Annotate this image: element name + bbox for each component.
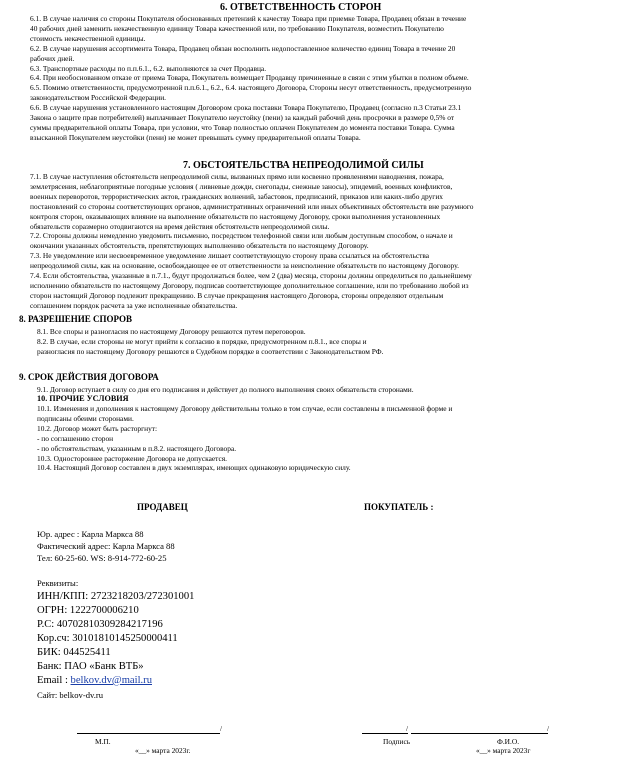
s7-line: 7.3. Не уведомление или несвоевременное уведомление лишает соответствующую сторону права ссылаться на обстоятельства — [30, 251, 430, 261]
section-8-title: 8. РАЗРЕШЕНИЕ СПОРОВ — [19, 314, 132, 324]
s10-line: - по обстоятельствам, указанным в п.8.2. настоящего Договора. — [37, 443, 237, 453]
s6-line: 6.5. Помимо ответственности, предусмотренной п.п.6.1., 6.2., 6.4. настоящего Договора, Стороны несут ответственность, предусмотренную — [30, 83, 472, 93]
s6-line: 6.2. В случае нарушения ассортимента Товара, Продавец обязан восполнить недопоставленное количество единиц Товара в течение 20 — [30, 43, 456, 53]
s6-line: 6.3. Транспортные расходы по п.п.6.1., 6.2. выполняются за счет Продавца. — [30, 63, 267, 73]
s10-line: подписаны обеими сторонами. — [37, 413, 134, 423]
clause-8-2-cont: разногласия по настоящему Договору решаются в Судебном порядке в соответствии с Законодательством РФ. — [37, 347, 384, 356]
section-7-title: 7. ОБСТОЯТЕЛЬСТВА НЕПРЕОДОЛИМОЙ СИЛЫ — [183, 160, 424, 171]
clause-8-1: 8.1. Все споры и разногласия по настоящему Договору решаются путем переговоров. — [37, 327, 306, 336]
buyer-signature-line — [362, 733, 408, 734]
s6-line: законодательством Российской Федерации. — [30, 93, 167, 103]
s6-line: взысканной Покупателем неустойки (пени) не может превышать сумму предварительной оплаты Товара. — [30, 132, 361, 142]
s7-line: 7.4. Если обстоятельства, указанные в п.7.1., будут продолжаться более, чем 2 (два) месяца, стороны должны определиться по дальнейшему — [30, 271, 472, 281]
buyer-fio-label: Ф.И.О. — [497, 737, 520, 746]
s7-line: непреодолимой силы, как на основание, освобождающее ее от ответственности за неисполнение обязательств по настоящему Договору. — [30, 261, 459, 271]
requisites-label: Реквизиты: — [37, 578, 79, 588]
buyer-heading: ПОКУПАТЕЛЬ : — [364, 502, 434, 512]
s7-line: сторон настоящий Договор подлежит прекращению. В случае прекращения настоящего Договора, стороны определяют отдельным — [30, 290, 444, 300]
section-10-body — [37, 404, 567, 473]
seller-mp: М.П. — [95, 737, 111, 746]
actual-address: Фактический адрес: Карла Маркса 88 — [37, 541, 175, 551]
site: Сайт: belkov-dv.ru — [37, 690, 104, 700]
s6-line: стоимость некачественной единицы. — [30, 33, 146, 43]
s10-line: 10.1. Изменения и дополнения к настоящему Договору действительны только в том случае, если составлены в письменной форме и — [37, 404, 453, 413]
buyer-slash-2: / — [547, 724, 550, 733]
s6-line: Закона о защите прав потребителей) выплачивает Покупателю неустойку (пени) за каждый рабочий день просрочки в размере 0,5% от — [30, 113, 455, 123]
s7-line: 7.2. Стороны должны немедленно уведомить письменно, посредством телефонной связи или любым доступным способом, о начале и — [30, 231, 453, 241]
seller-signature-line — [77, 733, 220, 734]
buyer-slash-1: / — [406, 724, 409, 733]
s6-line: рабочих дней. — [30, 53, 75, 63]
inn-kpp: ИНН/КПП: 2723218203/272301001 — [37, 591, 195, 602]
s10-line: - по соглашению сторон — [37, 433, 114, 443]
s7-line: соглашением порядок расчета за уже исполненные обязательства. — [30, 300, 238, 310]
s7-line: постановлений со стороны соответствующих органов, административных ограничений или иных объективных обстоятельств вне разумного — [30, 201, 474, 211]
s7-line: землетрясения, неблагоприятные погодные условия ( ливневые дожди, снегопады, снежные заносы), эпидемий, военных конфликтов, — [30, 181, 453, 191]
seller-date: «__» марта 2023г. — [135, 746, 191, 755]
buyer-date: «__» марта 2023г — [476, 746, 531, 755]
s6-line: 6.4. При необоснованном отказе от приема Товара, Покупатель возмещает Продавцу причиненные в связи с этим убытки в полном объеме. — [30, 73, 469, 83]
email-link[interactable]: belkov.dv@mail.ru — [70, 675, 152, 686]
s7-line: исполнению обязательств по настоящему Договору, подписав соответствующее дополнительное соглашение, или по требованию любой из — [30, 280, 469, 290]
bik: БИК: 044525411 — [37, 647, 111, 658]
section-10-title: 10. ПРОЧИЕ УСЛОВИЯ — [37, 394, 129, 403]
buyer-signature-label: Подпись — [383, 737, 411, 746]
legal-address: Юр. адрес : Карла Маркса 88 — [37, 529, 144, 539]
section-9-title: 9. СРОК ДЕЙСТВИЯ ДОГОВОРА — [19, 372, 159, 382]
s6-line: 6.6. В случае нарушения установленного настоящим Договором срока поставки Товара Покупателю, Продавец (согласно п.3 Статьи 23.1 — [30, 103, 462, 113]
ogrn: ОГРН: 1222700006210 — [37, 605, 139, 616]
s7-line: обязательств соразмерно отодвигаются на время действия обстоятельств непреодолимой силы. — [30, 221, 330, 231]
email-label: Email : — [37, 675, 71, 686]
s7-line: 7.1. В случае наступления обстоятельств непреодолимой силы, вызванных прямо или косвенно проявлениями наводнения, пожара, — [30, 172, 444, 181]
correspondent-account: Кор.сч: 30101810145250000411 — [37, 633, 178, 644]
phone: Тел: 60-25-60. WS: 8-914-772-60-25 — [37, 553, 167, 563]
section-7-body — [30, 172, 568, 311]
email-row — [37, 675, 152, 686]
bank-name: Банк: ПАО «Банк ВТБ» — [37, 661, 144, 672]
s7-line: военных переворотов, террористических актов, гражданских волнений, забастовок, предписаний, приказов или каких-либо других — [30, 191, 443, 201]
s7-line: контроля сторон, оказывающих влияние на выполнение обязательств по настоящему Договору, сроки выполнения установленных — [30, 211, 441, 221]
s10-line: 10.4. Настоящий Договор составлен в двух экземплярах, имеющих одинаковую юридическую силу. — [37, 463, 351, 473]
s10-line: 10.2. Договор может быть расторгнут: — [37, 423, 158, 433]
clause-9-1: 9.1. Договор вступает в силу со дня его подписания и действует до полного выполнения своих обязательств сторонами. — [37, 385, 414, 394]
s10-line: 10.3. Одностороннее расторжение Договора не допускается. — [37, 453, 227, 463]
buyer-name-line — [411, 733, 548, 734]
clause-8-2: 8.2. В случае, если стороны не могут прийти к согласию в порядке, предусмотренном п.8.1., все споры и — [37, 337, 367, 346]
s6-line: 6.1. В случае наличия со стороны Покупателя обоснованных претензий к качеству Товара при приемке Товара, Продавец обязан в течение — [30, 14, 467, 23]
seller-heading: ПРОДАВЕЦ — [137, 502, 188, 512]
seller-slash: / — [220, 724, 223, 733]
section-6-body — [30, 14, 568, 143]
s6-line: суммы предварительной оплаты Товара, при условии, что Товар полностью оплачен Покупателем до момента поставки Товара. Сумма — [30, 122, 455, 132]
settlement-account: Р.С: 40702810309284217196 — [37, 619, 163, 630]
s6-line: 40 рабочих дней заменить некачественную единицу Товара качественной или, по требованию Покупателя, возместить Покупателю — [30, 23, 444, 33]
s7-line: окончании указанных обстоятельств, препятствующих выполнению обязательств по настоящему Договору. — [30, 241, 369, 251]
section-6-title: 6. ОТВЕТСТВЕННОСТЬ СТОРОН — [220, 2, 382, 13]
